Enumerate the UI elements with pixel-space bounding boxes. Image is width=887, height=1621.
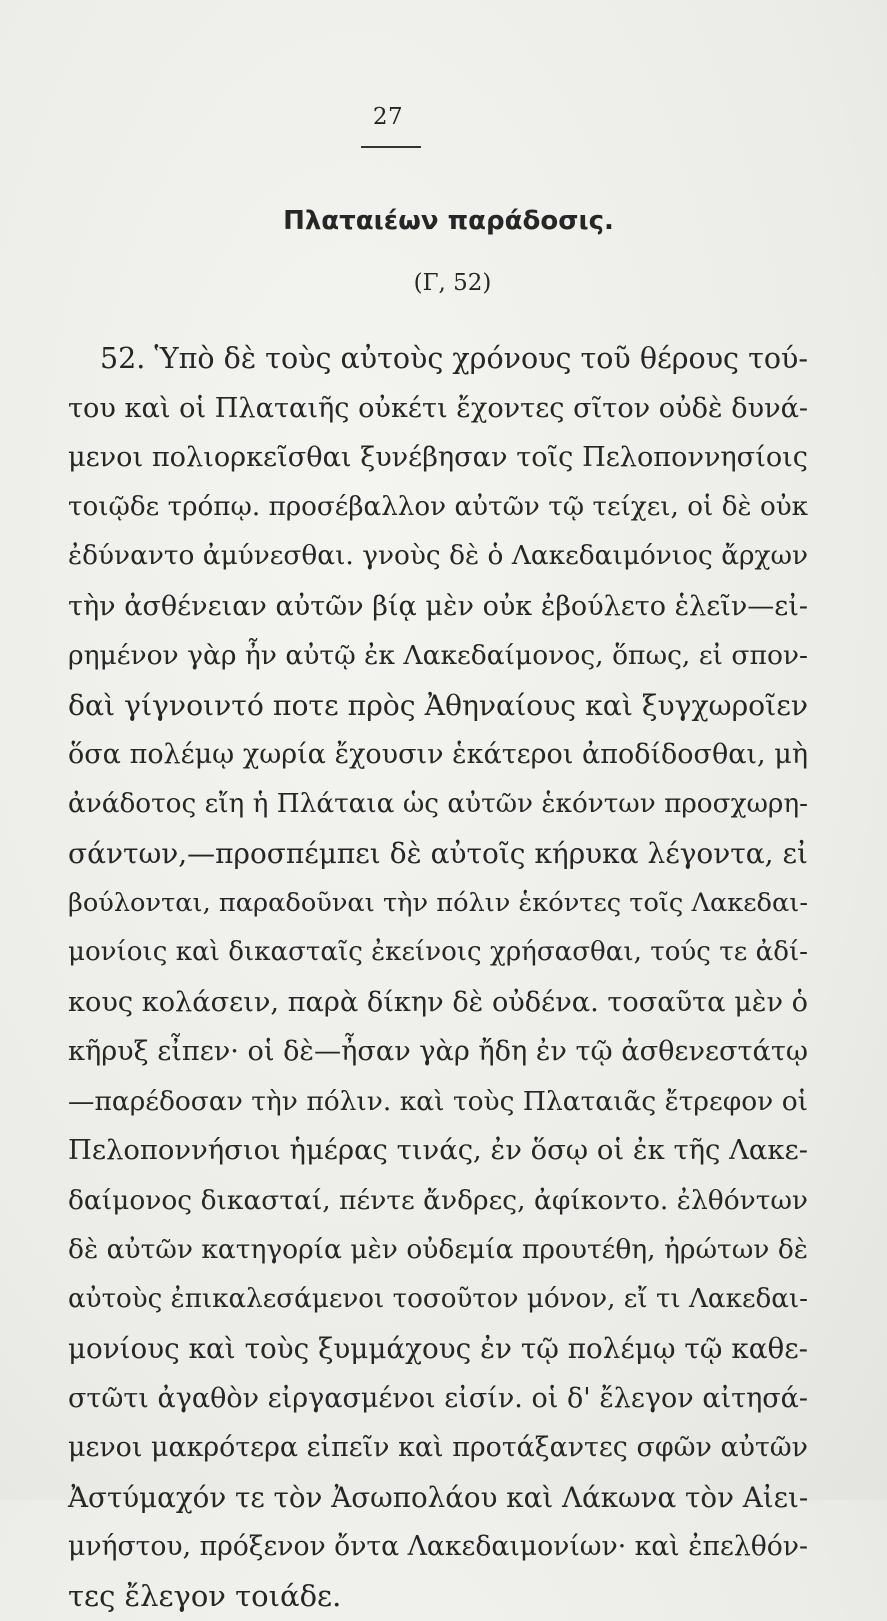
page-number-rule [361,146,421,148]
text-line: σάντων,—προσπέμπει δὲ αὐτοῖς κήρυκα λέγοντα, εἰ [68,829,808,879]
text-line: μενοι μακρότερα εἰπεῖν καὶ προτάξαντες σφῶν αὐτῶν [68,1423,808,1473]
text-line: δαίμονος δικασταί, πέντε ἄνδρες, ἀφίκοντο. ἐλθόντων [68,1176,808,1226]
text-line: τες ἔλεγον τοιάδε. [68,1572,808,1621]
text-line: στῶτι ἀγαθὸν εἰργασμένοι εἰσίν. οἱ δ' ἔλεγον αἰτησά- [68,1374,808,1424]
text-line: δὲ αὐτῶν κατηγορία μὲν οὐδεμία προυτέθη, ἠρώτων δὲ [68,1225,808,1275]
section-reference: (Γ, 52) [0,270,887,296]
text-line: ἀνάδοτος εἴη ἡ Πλάταια ὡς αὐτῶν ἑκόντων προσχωρη- [68,780,808,830]
text-line: δαὶ γίγνοιντό ποτε πρὸς Ἀθηναίους καὶ ξυγχωροῖεν [68,681,808,731]
text-line: μονίοις καὶ δικασταῖς ἐκείνοις χρήσασθαι, τούς τε ἀδί- [68,928,808,978]
text-line: τοιῷδε τρόπῳ. προσέβαλλον αὐτῶν τῷ τείχει, οἱ δὲ οὐκ [68,483,808,533]
text-line: τὴν ἀσθένειαν αὐτῶν βίᾳ μὲν οὐκ ἐβούλετο ἑλεῖν—εἰ- [68,582,808,632]
text-line: αὐτοὺς ἐπικαλεσάμενοι τοσοῦτον μόνον, εἴ τι Λακεδαι- [68,1275,808,1325]
text-line: —παρέδοσαν τὴν πόλιν. καὶ τοὺς Πλαταιᾶς ἔτρεφον οἱ [68,1077,808,1127]
page-number: 27 [358,104,418,130]
text-line: Ἀστύμαχόν τε τὸν Ἀσωπολάου καὶ Λάκωνα τὸν Αἰει- [68,1473,808,1523]
section-heading: Πλαταιέων παράδοσις. [0,206,887,236]
text-line: του καὶ οἱ Πλαταιῆς οὐκέτι ἔχοντες σῖτον οὐδὲ δυνά- [68,384,808,434]
text-line: κους κολάσειν, παρὰ δίκην δὲ οὐδένα. τοσαῦτα μὲν ὁ [68,978,808,1028]
text-line: μενοι πολιορκεῖσθαι ξυνέβησαν τοῖς Πελοποννησίοις [68,433,808,483]
text-line: ἐδύναντο ἀμύνεσθαι. γνοὺς δὲ ὁ Λακεδαιμόνιος ἄρχων [68,532,808,582]
paragraph [68,334,808,1621]
text-line: 52. Ὑπὸ δὲ τοὺς αὐτοὺς χρόνους τοῦ θέρους τού- [68,334,808,384]
text-line: ὅσα πολέμῳ χωρία ἔχουσιν ἑκάτεροι ἀποδίδοσθαι, μὴ [68,730,808,780]
text-line: βούλονται, παραδοῦναι τὴν πόλιν ἑκόντες τοῖς Λακεδαι- [68,879,808,929]
text-line: Πελοποννήσιοι ἡμέρας τινάς, ἐν ὅσῳ οἱ ἐκ τῆς Λακε- [68,1126,808,1176]
text-line: μνήστου, πρόξενον ὄντα Λακεδαιμονίων· καὶ ἐπελθόν- [68,1522,808,1572]
text-line: ρημένον γὰρ ἦν αὐτῷ ἐκ Λακεδαίμονος, ὅπως, εἰ σπον- [68,631,808,681]
text-line: μονίους καὶ τοὺς ξυμμάχους ἐν τῷ πολέμῳ τῷ καθε- [68,1324,808,1374]
text-line: κῆρυξ εἶπεν· οἱ δὲ—ἦσαν γὰρ ἤδη ἐν τῷ ἀσθενεστάτῳ [68,1027,808,1077]
